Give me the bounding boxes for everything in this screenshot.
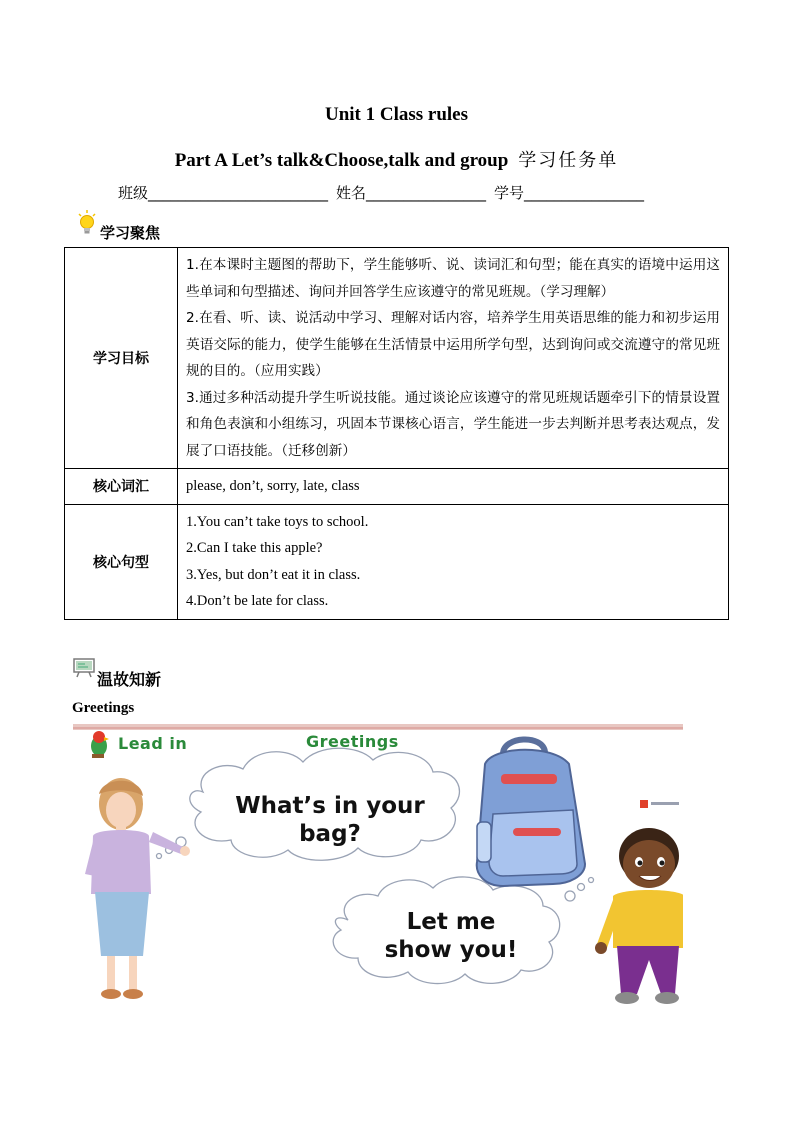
lesson-title-en: Part A Let’s talk&Choose,talk and group xyxy=(174,150,509,171)
parrot-mascot-icon xyxy=(91,731,109,758)
number-label: 学号 xyxy=(494,184,525,202)
row-label: 核心词汇 xyxy=(65,469,178,505)
question-bubble-text xyxy=(205,792,455,848)
unit-title: Unit 1 Class rules xyxy=(324,104,469,125)
table-row xyxy=(65,248,729,469)
teacher-figure xyxy=(85,778,190,999)
name-blank[interactable]: ________________ xyxy=(366,184,487,202)
vocab-cell xyxy=(178,469,729,505)
answer-line-2: show you! xyxy=(384,937,518,963)
row-label: 核心句型 xyxy=(65,504,178,619)
focus-heading: 学习聚焦 xyxy=(100,224,161,242)
sentence-item: 3.Yes, but don’t eat it in class. xyxy=(186,566,361,583)
vocab-text: please, don’t, sorry, late, class xyxy=(186,478,360,494)
lead-in-title: Lead in xyxy=(118,734,188,753)
table-row xyxy=(65,504,729,619)
greetings-title: Greetings xyxy=(306,732,399,751)
publisher-logo-icon xyxy=(640,800,679,808)
top-stripe xyxy=(73,724,683,730)
objective-paragraph: 1.在本课时主题图的帮助下，学生能够听、说、读词汇和句型；能在真实的语境中运用这些单词和句型描述、询问并回答学生应该遵守的常见班规。（学习理解） xyxy=(186,257,720,300)
lesson-title xyxy=(0,146,793,172)
number-blank[interactable]: ________________ xyxy=(524,184,645,202)
question-line-2: bag? xyxy=(299,821,361,847)
lightbulb-icon xyxy=(77,210,97,238)
lead-in-illustration xyxy=(73,724,683,1008)
class-blank[interactable]: ________________________ xyxy=(148,184,329,202)
review-heading: 温故知新 xyxy=(97,670,162,689)
objectives-cell xyxy=(178,248,729,469)
greetings-label: Greetings xyxy=(72,700,135,716)
class-label: 班级 xyxy=(118,184,149,202)
row-label: 学习目标 xyxy=(65,248,178,469)
name-label: 姓名 xyxy=(336,184,367,202)
blackboard-icon xyxy=(73,658,95,678)
sentences-cell xyxy=(178,504,729,619)
objective-paragraph: 2.在看、听、读、说活动中学习、理解对话内容，培养学生用英语思维的能力和初步运用英语交际的能力，使学生能够在生活情景中运用所学句型，达到询问或交流遵守的常见班规的目的。（应用实践） xyxy=(186,310,720,379)
learning-focus-table xyxy=(64,247,729,620)
boy-figure xyxy=(595,828,683,1004)
answer-bubble-text xyxy=(361,908,541,964)
illustration-art xyxy=(73,724,683,1008)
objective-paragraph: 3.通过多种活动提升学生听说技能。通过谈论应该遵守的常见班规话题牵引下的情景设置和角色表演和小组练习，巩固本节课核心语言，学生能进一步去判断并思考表达观点，发展了口语技能。（迁移创新） xyxy=(186,389,720,459)
answer-line-1: Let me xyxy=(406,909,496,935)
lesson-title-cn: 学习任务单 xyxy=(518,150,619,171)
table-row xyxy=(65,469,729,505)
sentence-item: 2.Can I take this apple? xyxy=(186,540,323,556)
question-line-1: What’s in your xyxy=(235,793,425,819)
sentence-item: 1.You can’t take toys to school. xyxy=(186,513,369,530)
student-info-line xyxy=(118,182,644,203)
backpack-image xyxy=(477,739,585,886)
sentence-item: 4.Don’t be late for class. xyxy=(186,593,329,609)
